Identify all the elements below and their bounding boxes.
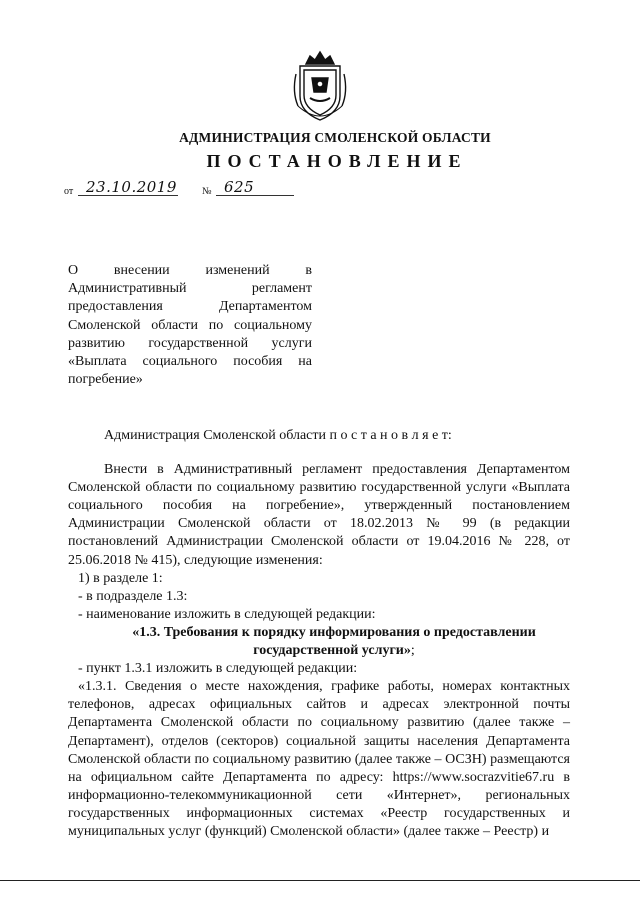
point-1-3-1-text: «1.3.1. Сведения о месте нахождения, графике работы, номерах контактных телефонов, адресах официальных сайтов и адресах электронной почты Департамента Смоленской области по социальному развитию (далее также – Департамент), отделов (секторов) социальной защиты населения Департамента Смоленской области по социальному развитию (далее также – ОСЗН) размещаются на официальном сайте Департамента по адресу: https://www.socrazvitie67.ru в информационно-телекоммуникационной сети «Интернет», региональных государственных информационных системах «Реестр государственных и муниципальных услуг (функций) Смоленской области» (далее также – Реестр) и <box>68 679 570 839</box>
point-instruction: - пункт 1.3.1 изложить в следующей редакции: <box>78 661 358 677</box>
item-1-subsection: - в подразделе 1.3: <box>78 588 188 604</box>
intro-paragraph: Внести в Административный регламент предоставления Департаментом Смоленской области по социальному развитию государственной услуги «Выплата социального пособия на погребение», утвержденный постановлением Администрации Смоленской области от 18.02.2013 № 99 (в редакции постановлений Администрации Смоленской области от 19.04.2016 № 228, от 25.06.2018 № 415), следующие изменения: <box>68 462 570 568</box>
scan-edge-line <box>0 880 640 881</box>
section-heading-tail: ; <box>410 643 415 659</box>
coat-of-arms-emblem <box>288 48 352 124</box>
preamble: Администрация Смоленской области п о с т а н о в л я е т: <box>104 428 452 443</box>
number-value-handwritten: 625 <box>224 178 255 196</box>
section-heading-line-2-text: государственной услуги» <box>253 643 411 659</box>
item-1-name-instruction: - наименование изложить в следующей редакции: <box>78 606 376 622</box>
document-type-title: ПОСТАНОВЛЕНИЕ <box>206 151 468 171</box>
organization-title: АДМИНИСТРАЦИЯ СМОЛЕНСКОЙ ОБЛАСТИ <box>179 130 491 145</box>
date-number-line <box>64 178 304 200</box>
section-heading-line-2 <box>68 642 570 660</box>
document-subject: О внесении изменений в Административный регламент предоставления Департаментом Смоленской области по социальному развитию государственной услуги «Выплата социального пособия на погребение» <box>68 263 312 388</box>
number-prefix: № <box>202 186 212 197</box>
section-heading-line-1: «1.3. Требования к порядку информирования о предоставлении <box>132 624 536 640</box>
date-prefix: от <box>64 186 74 197</box>
item-1: 1) в разделе 1: <box>78 570 163 586</box>
document-body <box>68 427 570 841</box>
date-value-handwritten: 23.10.2019 <box>86 178 177 196</box>
